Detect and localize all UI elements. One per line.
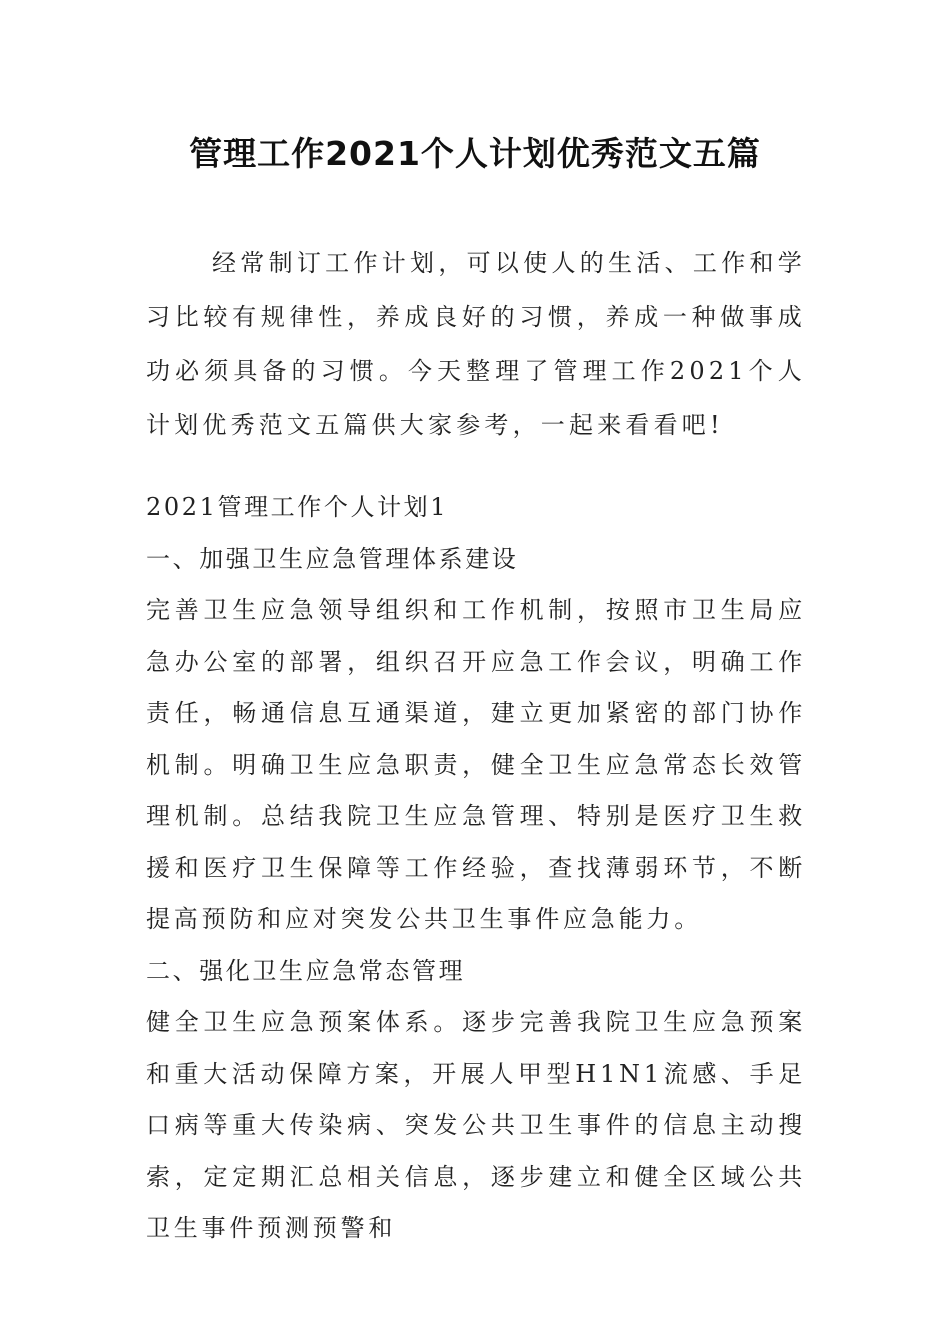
plan-heading: 2021管理工作个人计划1 [146, 493, 449, 521]
document-body [146, 482, 806, 1255]
section-2-heading: 二、强化卫生应急常态管理 [146, 956, 466, 985]
section-1-heading: 一、加强卫生应急管理体系建设 [146, 544, 519, 573]
document-title: 管理工作2021个人计划优秀范文五篇 [189, 134, 761, 173]
section-1-paragraph: 完善卫生应急领导组织和工作机制，按照市卫生局应急办公室的部署，组织召开应急工作会议，明确工作责任，畅通信息互通渠道，建立更加紧密的部门协作机制。明确卫生应急职责，健全卫生应急常态长效管理机制。总结我院卫生应急管理、特别是医疗卫生救援和医疗卫生保障等工作经验，查找薄弱环节，不断提高预防和应对突发公共卫生事件应急能力。 [146, 596, 806, 933]
intro-paragraph: 经常制订工作计划，可以使人的生活、工作和学习比较有规律性，养成良好的习惯，养成一种做事成功必须具备的习惯。今天整理了管理工作2021个人计划优秀范文五篇供大家参考，一起来看看吧! [146, 249, 806, 439]
section-2-paragraph: 健全卫生应急预案体系。逐步完善我院卫生应急预案和重大活动保障方案，开展人甲型H1N1流感、手足口病等重大传染病、突发公共卫生事件的信息主动搜索，定定期汇总相关信息，逐步建立和健全区域公共卫生事件预测预警和 [146, 1008, 806, 1242]
